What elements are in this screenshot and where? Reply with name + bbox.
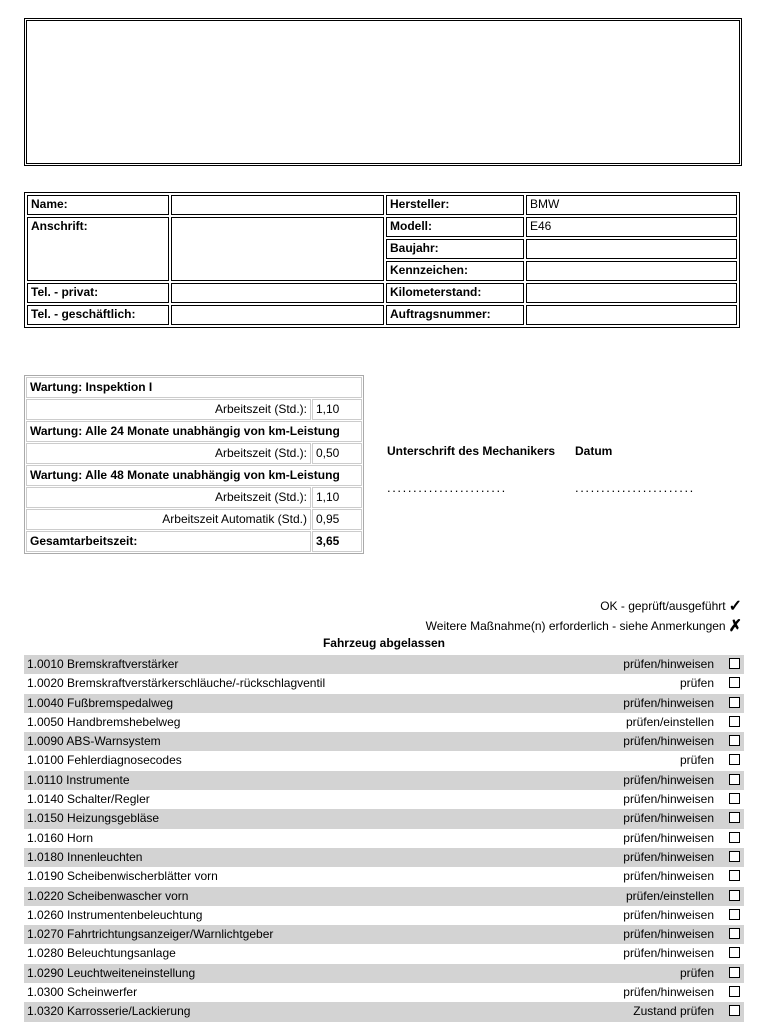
section-title: Fahrzeug abgelassen xyxy=(322,636,446,650)
tel-private-label: Tel. - privat: xyxy=(27,283,169,303)
checklist-row xyxy=(24,906,744,925)
work-time-label: Arbeitszeit Automatik (Std.) xyxy=(26,509,311,530)
checklist-row xyxy=(24,655,744,674)
checklist-item-label: 1.0010 Bremskraftverstärker xyxy=(27,657,179,671)
checklist-item-label: 1.0180 Innenleuchten xyxy=(27,849,143,864)
checklist-row xyxy=(24,925,744,944)
plate-label: Kennzeichen: xyxy=(386,261,524,281)
checklist-item-action: prüfen/hinweisen xyxy=(623,792,714,807)
checklist-item-action: prüfen/einstellen xyxy=(625,888,714,903)
legend-further xyxy=(426,616,742,636)
tel-private-field[interactable] xyxy=(171,283,384,303)
total-time-value: 3,65 xyxy=(312,531,362,552)
work-header: Wartung: Alle 48 Monate unabhängig von km-Leistung xyxy=(26,465,362,486)
checklist-item-action: prüfen/hinweisen xyxy=(623,695,714,710)
date-line[interactable]: ....................... xyxy=(575,480,695,495)
checkbox[interactable] xyxy=(729,928,740,939)
checklist-row xyxy=(24,867,744,886)
work-time-value: 1,10 xyxy=(312,487,362,508)
checkbox[interactable] xyxy=(729,677,740,688)
checklist-item-label: 1.0040 Fußbremspedalweg xyxy=(27,695,174,710)
checklist-item-label: 1.0050 Handbremshebelweg xyxy=(27,714,181,729)
work-time-value: 0,95 xyxy=(312,509,362,530)
checklist-row xyxy=(24,964,744,983)
date-label: Datum xyxy=(575,444,613,458)
model-field[interactable]: E46 xyxy=(526,217,737,237)
checklist-item-action: prüfen xyxy=(679,753,714,768)
checklist xyxy=(24,655,744,1022)
work-header: Wartung: Alle 24 Monate unabhängig von km-Leistung xyxy=(26,421,362,442)
checklist-row xyxy=(24,944,744,963)
work-time-value: 0,50 xyxy=(312,443,362,464)
legend-ok xyxy=(600,596,742,616)
checkbox[interactable] xyxy=(729,716,740,727)
order-label: Auftragsnummer: xyxy=(386,305,524,325)
work-time-value: 1,10 xyxy=(312,399,362,420)
legend-ok-text: OK - geprüft/ausgeführt xyxy=(600,599,726,613)
address-label: Anschrift: xyxy=(27,217,169,281)
order-field[interactable] xyxy=(526,305,737,325)
checklist-item-action: prüfen/hinweisen xyxy=(623,985,714,1000)
name-label: Name: xyxy=(27,195,169,215)
checkbox[interactable] xyxy=(729,909,740,920)
checklist-row xyxy=(24,694,744,713)
name-field[interactable] xyxy=(171,195,384,215)
year-label: Baujahr: xyxy=(386,239,524,259)
checklist-item-label: 1.0190 Scheibenwischerblätter vorn xyxy=(27,869,218,884)
checklist-item-label: 1.0140 Schalter/Regler xyxy=(27,792,150,807)
checklist-item-action: prüfen/hinweisen xyxy=(623,907,714,922)
checklist-row xyxy=(24,983,744,1002)
checklist-row xyxy=(24,771,744,790)
checklist-row xyxy=(24,1002,744,1021)
checklist-row xyxy=(24,674,744,693)
checkbox[interactable] xyxy=(729,754,740,765)
total-time-label: Gesamtarbeitszeit: xyxy=(26,531,311,552)
checkbox[interactable] xyxy=(729,774,740,785)
checklist-item-label: 1.0110 Instrumente xyxy=(27,772,130,787)
checklist-item-action: prüfen/hinweisen xyxy=(623,830,714,845)
manufacturer-field[interactable]: BMW xyxy=(526,195,737,215)
checklist-item-action: prüfen/hinweisen xyxy=(623,869,714,884)
checklist-item-action: prüfen/einstellen xyxy=(625,714,714,729)
checklist-item-action: prüfen xyxy=(679,965,714,980)
checklist-item-label: 1.0270 Fahrtrichtungsanzeiger/Warnlichtgeber xyxy=(27,927,274,942)
mechanic-signature-line[interactable]: ....................... xyxy=(387,480,507,495)
checklist-item-action: Zustand prüfen xyxy=(633,1004,714,1019)
checklist-item-label: 1.0160 Horn xyxy=(27,830,94,845)
checklist-item-action: prüfen/hinweisen xyxy=(623,927,714,942)
checklist-item-label: 1.0020 Bremskraftverstärkerschläuche/-rückschlagventil xyxy=(27,676,326,691)
checklist-row xyxy=(24,829,744,848)
work-header: Wartung: Inspektion I xyxy=(26,377,362,398)
checklist-item-action: prüfen/hinweisen xyxy=(623,657,714,671)
mileage-label: Kilometerstand: xyxy=(386,283,524,303)
checklist-row xyxy=(24,790,744,809)
checklist-item-label: 1.0300 Scheinwerfer xyxy=(27,985,138,1000)
checklist-row xyxy=(24,848,744,867)
checklist-item-label: 1.0280 Beleuchtungsanlage xyxy=(27,946,176,961)
checkbox[interactable] xyxy=(729,812,740,823)
checklist-item-action: prüfen/hinweisen xyxy=(623,734,714,749)
mileage-field[interactable] xyxy=(526,283,737,303)
checkbox[interactable] xyxy=(729,697,740,708)
checkbox[interactable] xyxy=(729,658,740,669)
checklist-item-action: prüfen xyxy=(679,676,714,691)
tel-business-field[interactable] xyxy=(171,305,384,325)
address-field[interactable] xyxy=(171,217,384,281)
model-label: Modell: xyxy=(386,217,524,237)
year-field[interactable] xyxy=(526,239,737,259)
plate-field[interactable] xyxy=(526,261,737,281)
checklist-item-label: 1.0220 Scheibenwascher vorn xyxy=(27,888,189,903)
cross-icon: ✗ xyxy=(728,618,742,635)
checklist-item-label: 1.0090 ABS-Warnsystem xyxy=(27,734,161,749)
checklist-item-label: 1.0260 Instrumentenbeleuchtung xyxy=(27,907,203,922)
checkbox[interactable] xyxy=(729,832,740,843)
checkbox[interactable] xyxy=(729,986,740,997)
header-frame xyxy=(24,18,742,166)
legend-further-text: Weitere Maßnahme(n) erforderlich - siehe Anmerkungen xyxy=(425,619,726,633)
checkbox[interactable] xyxy=(729,793,740,804)
checkbox[interactable] xyxy=(729,735,740,746)
checkmark-icon: ✓ xyxy=(728,598,742,615)
checklist-row xyxy=(24,809,744,828)
checkbox[interactable] xyxy=(729,947,740,958)
mechanic-signature-label: Unterschrift des Mechanikers xyxy=(387,444,556,458)
work-time-label: Arbeitszeit (Std.): xyxy=(26,443,311,464)
checklist-item-action: prüfen/hinweisen xyxy=(623,772,714,787)
checklist-row xyxy=(24,751,744,770)
checkbox[interactable] xyxy=(729,870,740,881)
work-time-table xyxy=(24,375,364,554)
checklist-row xyxy=(24,732,744,751)
checklist-item-label: 1.0150 Heizungsgebläse xyxy=(27,811,160,826)
checklist-row xyxy=(24,713,744,732)
checklist-item-action: prüfen/hinweisen xyxy=(623,811,714,826)
checklist-item-label: 1.0100 Fehlerdiagnosecodes xyxy=(27,753,182,768)
manufacturer-label: Hersteller: xyxy=(386,195,524,215)
checkbox[interactable] xyxy=(729,890,740,901)
checklist-item-label: 1.0290 Leuchtweiteneinstellung xyxy=(27,965,196,980)
checkbox[interactable] xyxy=(729,851,740,862)
work-time-label: Arbeitszeit (Std.): xyxy=(26,399,311,420)
customer-vehicle-table xyxy=(24,192,740,328)
checklist-item-action: prüfen/hinweisen xyxy=(623,946,714,961)
checklist-item-action: prüfen/hinweisen xyxy=(623,849,714,864)
work-time-label: Arbeitszeit (Std.): xyxy=(26,487,311,508)
checkbox[interactable] xyxy=(729,967,740,978)
checklist-row xyxy=(24,887,744,906)
tel-business-label: Tel. - geschäftlich: xyxy=(27,305,169,325)
checkbox[interactable] xyxy=(729,1005,740,1016)
checklist-item-label: 1.0320 Karrosserie/Lackierung xyxy=(27,1004,191,1019)
